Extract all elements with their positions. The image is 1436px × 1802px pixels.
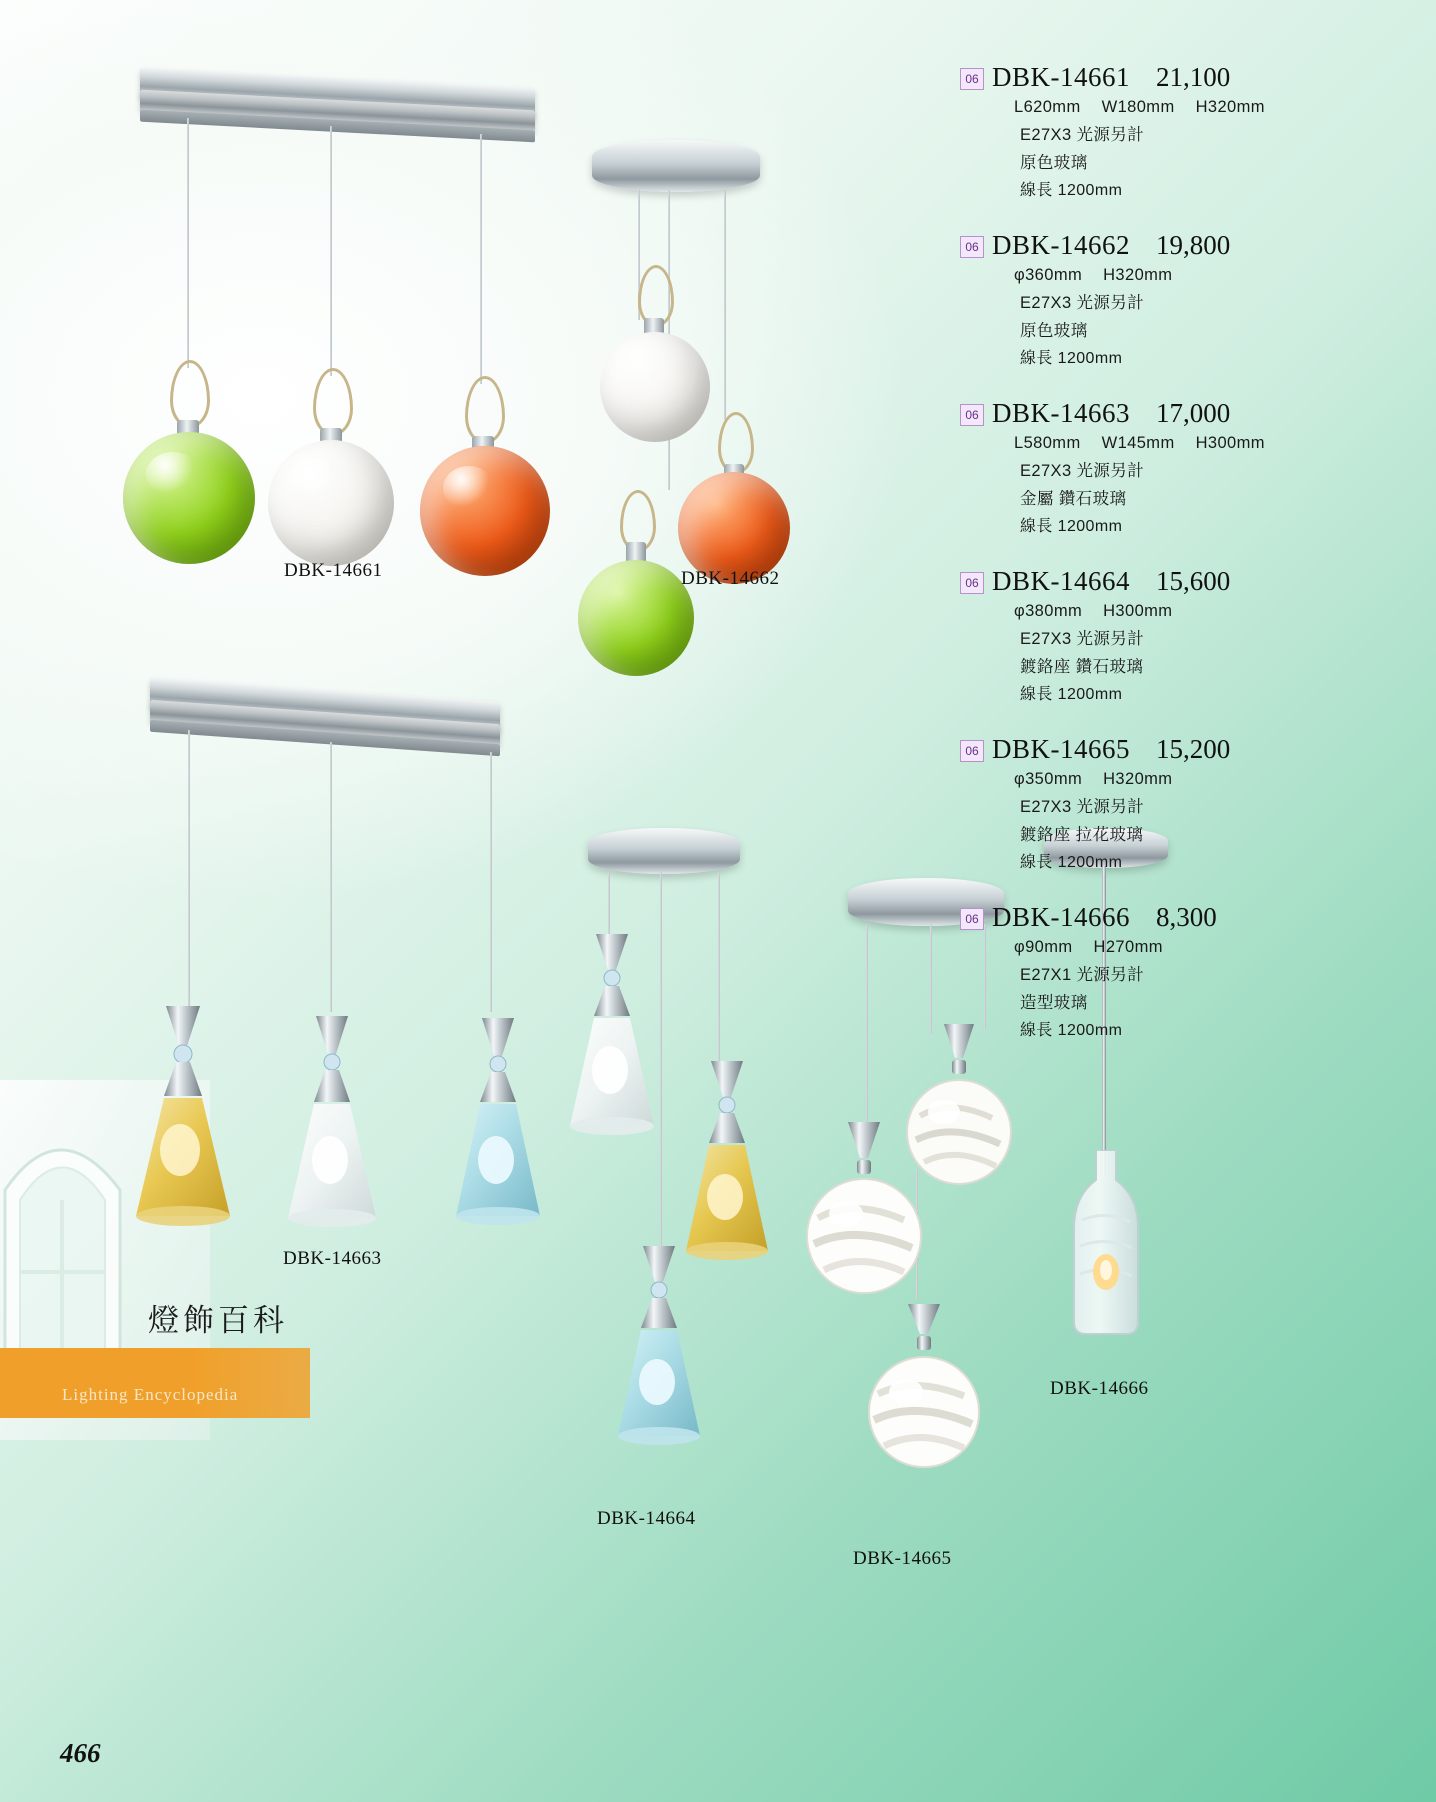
bottle-glass-shade — [1056, 1150, 1156, 1340]
spec-item-dbk-14666 — [960, 902, 1380, 1040]
page-number: 466 — [60, 1738, 101, 1768]
product-material: 鍍鉻座 拉花玻璃 — [1020, 826, 1144, 844]
product-cord-length: 線長 1200mm — [1020, 854, 1123, 871]
round-canopy — [592, 140, 760, 192]
product-cord-length: 線長 1200mm — [1020, 182, 1123, 199]
dim-length: L620mm — [1014, 98, 1081, 116]
caption-dbk-14666: DBK-14666 — [1050, 1378, 1149, 1399]
brand-accent-bar — [0, 1348, 310, 1418]
spec-item-dbk-14664 — [960, 566, 1380, 704]
product-lamp-spec: E27X3 光源另計 — [1020, 462, 1145, 480]
decor-loop — [465, 376, 505, 444]
brand-name-cn: 燈飾百科 — [148, 1303, 288, 1339]
dim-diameter: φ90mm — [1014, 938, 1073, 956]
product-cord-length: 線長 1200mm — [1020, 686, 1123, 703]
category-badge: 06 — [960, 572, 984, 594]
spec-item-dbk-14665 — [960, 734, 1380, 872]
category-badge: 06 — [960, 68, 984, 90]
product-material: 金屬 鑽石玻璃 — [1020, 490, 1127, 508]
cone-lamp-aqua — [438, 1012, 558, 1238]
dim-diameter: φ360mm — [1014, 266, 1083, 284]
product-price: 15,600 — [1156, 566, 1231, 596]
cord — [187, 118, 189, 368]
caption-dbk-14664: DBK-14664 — [597, 1508, 696, 1529]
caption-dbk-14661: DBK-14661 — [284, 560, 383, 581]
product-code: DBK-14664 — [992, 566, 1130, 596]
dim-diameter: φ350mm — [1014, 770, 1083, 788]
product-lamp-spec: E27X1 光源另計 — [1020, 966, 1145, 984]
specification-list — [960, 62, 1380, 1070]
cone-lamp-amber — [668, 1055, 786, 1271]
dim-height: H300mm — [1103, 602, 1173, 620]
dim-height: H270mm — [1093, 938, 1163, 956]
product-dimensions — [1014, 770, 1380, 789]
product-material: 原色玻璃 — [1020, 154, 1088, 172]
decor-loop — [313, 368, 353, 436]
cord — [480, 134, 482, 384]
product-lamp-spec: E27X3 光源另計 — [1020, 294, 1145, 312]
globe-orange — [420, 446, 550, 576]
swirl-globe-bottom — [860, 1300, 986, 1480]
cord — [330, 126, 332, 376]
product-dimensions — [1014, 938, 1380, 957]
dim-height: H320mm — [1195, 98, 1265, 116]
cone-lamp-white — [552, 928, 672, 1148]
category-badge: 06 — [960, 908, 984, 930]
product-dimensions — [1014, 266, 1380, 285]
product-cord-length: 線長 1200mm — [1020, 350, 1123, 367]
dim-width: W180mm — [1101, 98, 1175, 116]
dim-length: L580mm — [1014, 434, 1081, 452]
product-code: DBK-14666 — [992, 902, 1130, 932]
dim-height: H320mm — [1103, 770, 1173, 788]
globe-highlight — [443, 466, 495, 510]
cord — [188, 730, 190, 1010]
dim-height: H300mm — [1195, 434, 1265, 452]
globe-green — [578, 560, 694, 676]
product-price: 8,300 — [1156, 902, 1217, 932]
decor-loop — [170, 360, 210, 428]
cord — [930, 924, 932, 1034]
category-badge: 06 — [960, 740, 984, 762]
product-material: 原色玻璃 — [1020, 322, 1088, 340]
spec-item-dbk-14663 — [960, 398, 1380, 536]
product-material: 造型玻璃 — [1020, 994, 1088, 1012]
cord — [330, 742, 332, 1012]
dim-diameter: φ380mm — [1014, 602, 1083, 620]
round-canopy — [588, 828, 740, 874]
globe-highlight — [146, 452, 200, 496]
cone-lamp-amber — [118, 1000, 248, 1240]
dim-height: H320mm — [1103, 266, 1173, 284]
product-lamp-spec: E27X3 光源另計 — [1020, 126, 1145, 144]
product-price: 21,100 — [1156, 62, 1231, 92]
globe-green — [123, 432, 255, 564]
cone-lamp-aqua — [600, 1240, 718, 1456]
swirl-globe-left — [800, 1118, 926, 1314]
cord — [866, 924, 868, 1124]
product-material: 鍍鉻座 鑽石玻璃 — [1020, 658, 1144, 676]
cord — [718, 872, 720, 1062]
product-code: DBK-14665 — [992, 734, 1130, 764]
cone-lamp-white — [272, 1010, 392, 1240]
category-badge: 06 — [960, 236, 984, 258]
product-price: 19,800 — [1156, 230, 1231, 260]
cord — [490, 752, 492, 1012]
product-dimensions — [1014, 434, 1380, 453]
brand-name-en: Lighting Encyclopedia — [62, 1385, 239, 1404]
product-price: 15,200 — [1156, 734, 1231, 764]
product-code: DBK-14662 — [992, 230, 1130, 260]
cord — [724, 190, 726, 420]
product-cord-length: 線長 1200mm — [1020, 1022, 1123, 1039]
globe-white — [600, 332, 710, 442]
product-lamp-spec: E27X3 光源另計 — [1020, 630, 1145, 648]
category-badge: 06 — [960, 404, 984, 426]
globe-highlight — [290, 458, 340, 500]
product-cord-length: 線長 1200mm — [1020, 518, 1123, 535]
product-dimensions — [1014, 602, 1380, 621]
caption-dbk-14665: DBK-14665 — [853, 1548, 952, 1569]
product-lamp-spec: E27X3 光源另計 — [1020, 798, 1145, 816]
caption-dbk-14663: DBK-14663 — [283, 1248, 382, 1269]
spec-item-dbk-14662 — [960, 230, 1380, 368]
globe-white — [268, 440, 394, 566]
product-code: DBK-14661 — [992, 62, 1130, 92]
product-dimensions — [1014, 98, 1380, 117]
dim-width: W145mm — [1101, 434, 1175, 452]
spec-item-dbk-14661 — [960, 62, 1380, 200]
product-code: DBK-14663 — [992, 398, 1130, 428]
product-price: 17,000 — [1156, 398, 1231, 428]
caption-dbk-14662: DBK-14662 — [681, 568, 780, 589]
